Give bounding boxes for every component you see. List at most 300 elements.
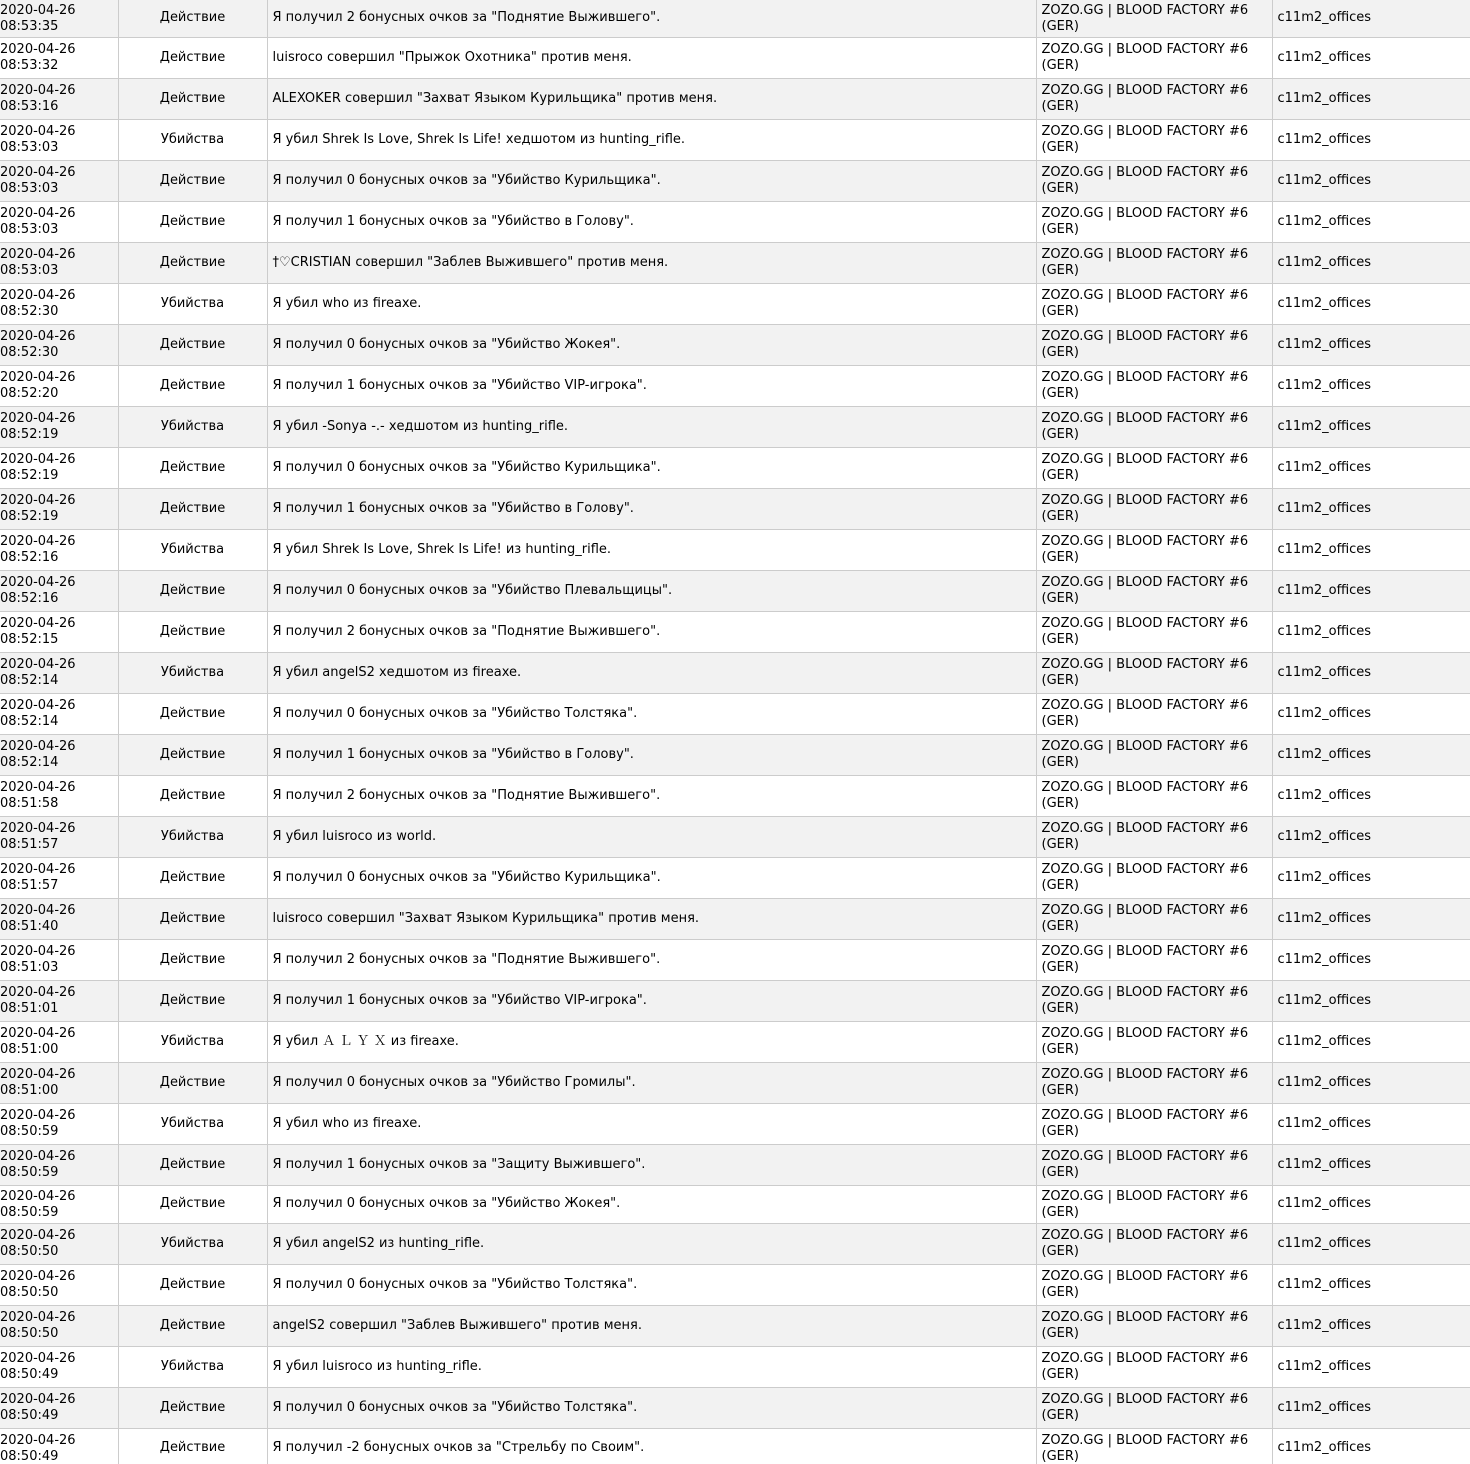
event-message-cell: Я получил 1 бонусных очков за "Убийство в Голову".: [267, 734, 1036, 775]
event-datetime-cell: [0, 1428, 118, 1464]
event-time: 08:50:50: [0, 1244, 59, 1259]
event-server-cell: [1036, 447, 1272, 488]
event-message-cell: Я убил angelS2 хедшотом из fireaxe.: [267, 652, 1036, 693]
table-row: [0, 406, 1470, 447]
event-server-cell: [1036, 734, 1272, 775]
event-type-cell: Действие: [118, 1305, 267, 1346]
event-time: 08:53:35: [0, 18, 59, 34]
event-message-cell: luisroco совершил "Захват Языком Курильщика" против меня.: [267, 898, 1036, 939]
event-date: 2020-04-26: [0, 2, 76, 18]
event-server-cell: [1036, 816, 1272, 857]
event-datetime-cell: [0, 1264, 118, 1305]
event-server-cell: [1036, 283, 1272, 324]
event-type-cell: Действие: [118, 324, 267, 365]
event-date: 2020-04-26: [0, 1108, 76, 1123]
event-message-cell: Я получил 0 бонусных очков за "Убийство Толстяка".: [267, 693, 1036, 734]
event-map-cell: c11m2_offices: [1272, 775, 1470, 816]
event-message-cell: Я получил 0 бонусных очков за "Убийство Курильщика".: [267, 160, 1036, 201]
event-server-cell: [1036, 1305, 1272, 1346]
event-type-cell: Убийства: [118, 283, 267, 324]
event-server-name: ZOZO.GG | BLOOD FACTORY #6 (GER): [1041, 985, 1249, 1016]
event-server-cell: [1036, 1062, 1272, 1103]
event-message-cell: Я получил 0 бонусных очков за "Убийство Курильщика".: [267, 857, 1036, 898]
event-server-name: ZOZO.GG | BLOOD FACTORY #6 (GER): [1041, 1310, 1249, 1341]
table-row: [0, 37, 1470, 78]
event-datetime-cell: [0, 775, 118, 816]
event-type-cell: Действие: [118, 0, 267, 37]
event-time: 08:50:59: [0, 1124, 59, 1139]
event-map-cell: c11m2_offices: [1272, 78, 1470, 119]
event-server-name: ZOZO.GG | BLOOD FACTORY #6 (GER): [1041, 329, 1249, 360]
event-date: 2020-04-26: [0, 493, 76, 508]
event-type-cell: Действие: [118, 37, 267, 78]
event-map-cell: c11m2_offices: [1272, 324, 1470, 365]
event-server-name: ZOZO.GG | BLOOD FACTORY #6 (GER): [1041, 1108, 1249, 1139]
event-server-cell: [1036, 1428, 1272, 1464]
event-time: 08:51:57: [0, 878, 59, 893]
event-type-cell: Убийства: [118, 1021, 267, 1062]
table-row: [0, 119, 1470, 160]
event-map-cell: c11m2_offices: [1272, 447, 1470, 488]
event-message-cell: ALEXOKER совершил "Захват Языком Курильщика" против меня.: [267, 78, 1036, 119]
event-time: 08:51:00: [0, 1042, 59, 1057]
event-time: 08:53:03: [0, 181, 59, 196]
event-time: 08:53:03: [0, 222, 59, 237]
event-datetime-cell: [0, 1021, 118, 1062]
event-type-cell: Убийства: [118, 529, 267, 570]
event-type-cell: Действие: [118, 693, 267, 734]
event-time: 08:53:03: [0, 140, 59, 155]
event-server-name: ZOZO.GG | BLOOD FACTORY #6 (GER): [1041, 1149, 1249, 1180]
event-date: 2020-04-26: [0, 780, 76, 795]
event-server-name: ZOZO.GG | BLOOD FACTORY #6 (GER): [1041, 411, 1249, 442]
event-datetime-cell: [0, 78, 118, 119]
event-map-cell: c11m2_offices: [1272, 201, 1470, 242]
event-time: 08:50:59: [0, 1204, 59, 1220]
event-date: 2020-04-26: [0, 370, 76, 385]
table-row: [0, 1144, 1470, 1185]
event-date: 2020-04-26: [0, 124, 76, 139]
event-map-cell: c11m2_offices: [1272, 1062, 1470, 1103]
event-datetime-cell: [0, 1387, 118, 1428]
table-row: [0, 160, 1470, 201]
event-message-cell: Я получил 1 бонусных очков за "Защиту Выжившего".: [267, 1144, 1036, 1185]
event-server-name: ZOZO.GG | BLOOD FACTORY #6 (GER): [1041, 944, 1249, 975]
table-row: [0, 201, 1470, 242]
table-row: [0, 1264, 1470, 1305]
event-date: 2020-04-26: [0, 1351, 76, 1366]
event-date: 2020-04-26: [0, 862, 76, 877]
table-row: [0, 693, 1470, 734]
event-type-cell: Действие: [118, 1428, 267, 1464]
event-server-name: ZOZO.GG | BLOOD FACTORY #6 (GER): [1041, 1351, 1249, 1382]
table-row: [0, 242, 1470, 283]
event-time: 08:52:30: [0, 304, 59, 319]
event-time: 08:51:58: [0, 796, 59, 811]
event-message-cell: Я убил luisroco из hunting_rifle.: [267, 1346, 1036, 1387]
event-server-name: ZOZO.GG | BLOOD FACTORY #6 (GER): [1041, 862, 1249, 893]
event-datetime-cell: [0, 652, 118, 693]
event-message-cell: Я получил 0 бонусных очков за "Убийство Толстяка".: [267, 1387, 1036, 1428]
table-row: [0, 1223, 1470, 1264]
event-message-cell: Я получил 0 бонусных очков за "Убийство Жокея".: [267, 324, 1036, 365]
event-type-cell: Убийства: [118, 1346, 267, 1387]
event-type-cell: Действие: [118, 570, 267, 611]
event-message-cell: Я получил 0 бонусных очков за "Убийство Плевальщицы".: [267, 570, 1036, 611]
event-message-cell: Я получил 1 бонусных очков за "Убийство VIP-игрока".: [267, 980, 1036, 1021]
event-time: 08:52:19: [0, 509, 59, 524]
event-server-name: ZOZO.GG | BLOOD FACTORY #6 (GER): [1041, 206, 1249, 237]
event-datetime-cell: [0, 283, 118, 324]
event-date: 2020-04-26: [0, 206, 76, 221]
table-row: [0, 488, 1470, 529]
event-map-cell: c11m2_offices: [1272, 529, 1470, 570]
event-server-name: ZOZO.GG | BLOOD FACTORY #6 (GER): [1041, 1432, 1249, 1464]
table-row: [0, 447, 1470, 488]
event-message-cell: Я убил luisroco из world.: [267, 816, 1036, 857]
event-type-cell: Убийства: [118, 1223, 267, 1264]
event-time: 08:52:16: [0, 591, 59, 606]
event-datetime-cell: [0, 119, 118, 160]
event-time: 08:50:49: [0, 1408, 59, 1423]
event-server-cell: [1036, 0, 1272, 37]
event-type-cell: Действие: [118, 898, 267, 939]
event-type-cell: Действие: [118, 857, 267, 898]
event-datetime-cell: [0, 939, 118, 980]
table-row: [0, 1387, 1470, 1428]
event-server-cell: [1036, 365, 1272, 406]
event-type-cell: Действие: [118, 1264, 267, 1305]
event-server-cell: [1036, 1185, 1272, 1223]
event-server-name: ZOZO.GG | BLOOD FACTORY #6 (GER): [1041, 1067, 1249, 1098]
event-server-cell: [1036, 1021, 1272, 1062]
event-map-cell: c11m2_offices: [1272, 652, 1470, 693]
event-server-name: ZOZO.GG | BLOOD FACTORY #6 (GER): [1041, 903, 1249, 934]
event-type-cell: Убийства: [118, 816, 267, 857]
event-message-cell: Я убил who из fireaxe.: [267, 283, 1036, 324]
event-datetime-cell: [0, 1103, 118, 1144]
event-message-cell: Я убил -Sonya -.- хедшотом из hunting_rifle.: [267, 406, 1036, 447]
event-message-cell: Я получил 1 бонусных очков за "Убийство в Голову".: [267, 488, 1036, 529]
event-server-cell: [1036, 529, 1272, 570]
event-map-cell: c11m2_offices: [1272, 980, 1470, 1021]
event-server-name: ZOZO.GG | BLOOD FACTORY #6 (GER): [1041, 534, 1249, 565]
event-datetime-cell: [0, 160, 118, 201]
table-row: [0, 570, 1470, 611]
event-map-cell: c11m2_offices: [1272, 488, 1470, 529]
event-datetime-cell: [0, 365, 118, 406]
event-map-cell: c11m2_offices: [1272, 1144, 1470, 1185]
event-map-cell: c11m2_offices: [1272, 1428, 1470, 1464]
event-date: 2020-04-26: [0, 1149, 76, 1164]
event-message-cell: Я получил 0 бонусных очков за "Убийство Громилы".: [267, 1062, 1036, 1103]
event-time: 08:52:14: [0, 673, 59, 688]
event-message-cell: Я получил 1 бонусных очков за "Убийство в Голову".: [267, 201, 1036, 242]
event-time: 08:51:01: [0, 1001, 59, 1016]
event-server-cell: [1036, 78, 1272, 119]
event-type-cell: Убийства: [118, 1103, 267, 1144]
event-message-cell: Я получил -2 бонусных очков за "Стрельбу по Своим".: [267, 1428, 1036, 1464]
event-date: 2020-04-26: [0, 821, 76, 836]
event-type-cell: Действие: [118, 1144, 267, 1185]
event-map-cell: c11m2_offices: [1272, 1305, 1470, 1346]
event-type-cell: Действие: [118, 980, 267, 1021]
event-server-name: ZOZO.GG | BLOOD FACTORY #6 (GER): [1041, 83, 1249, 114]
event-time: 08:50:49: [0, 1367, 59, 1382]
table-row: [0, 0, 1470, 37]
table-row: [0, 78, 1470, 119]
event-type-cell: Действие: [118, 242, 267, 283]
event-date: 2020-04-26: [0, 42, 76, 57]
event-date: 2020-04-26: [0, 1228, 76, 1243]
event-type-cell: Действие: [118, 1185, 267, 1223]
event-server-name: ZOZO.GG | BLOOD FACTORY #6 (GER): [1041, 739, 1249, 770]
event-server-name: ZOZO.GG | BLOOD FACTORY #6 (GER): [1041, 821, 1249, 852]
event-date: 2020-04-26: [0, 1392, 76, 1407]
event-server-cell: [1036, 488, 1272, 529]
event-datetime-cell: [0, 857, 118, 898]
event-map-cell: c11m2_offices: [1272, 242, 1470, 283]
event-message-cell: Я получил 2 бонусных очков за "Поднятие Выжившего".: [267, 775, 1036, 816]
table-row: [0, 1021, 1470, 1062]
event-type-cell: Действие: [118, 1062, 267, 1103]
event-time: 08:52:30: [0, 345, 59, 360]
event-type-cell: Действие: [118, 365, 267, 406]
event-datetime-cell: [0, 980, 118, 1021]
table-row: [0, 734, 1470, 775]
event-date: 2020-04-26: [0, 452, 76, 467]
event-type-cell: Действие: [118, 201, 267, 242]
event-datetime-cell: [0, 1062, 118, 1103]
event-message-cell: Я убил Shrek Is Love, Shrek Is Life! из hunting_rifle.: [267, 529, 1036, 570]
event-map-cell: c11m2_offices: [1272, 857, 1470, 898]
event-date: 2020-04-26: [0, 903, 76, 918]
event-date: 2020-04-26: [0, 247, 76, 262]
event-message-cell: Я убил Shrek Is Love, Shrek Is Life! хедшотом из hunting_rifle.: [267, 119, 1036, 160]
event-date: 2020-04-26: [0, 698, 76, 713]
event-datetime-cell: [0, 37, 118, 78]
event-map-cell: c11m2_offices: [1272, 1185, 1470, 1223]
event-date: 2020-04-26: [0, 534, 76, 549]
event-time: 08:50:59: [0, 1165, 59, 1180]
event-time: 08:52:19: [0, 468, 59, 483]
event-date: 2020-04-26: [0, 1026, 76, 1041]
table-row: [0, 365, 1470, 406]
event-server-name: ZOZO.GG | BLOOD FACTORY #6 (GER): [1041, 1026, 1249, 1057]
event-date: 2020-04-26: [0, 657, 76, 672]
event-server-cell: [1036, 570, 1272, 611]
event-time: 08:52:14: [0, 714, 59, 729]
event-time: 08:51:00: [0, 1083, 59, 1098]
event-map-cell: c11m2_offices: [1272, 365, 1470, 406]
event-time: 08:50:49: [0, 1448, 59, 1464]
event-time: 08:52:14: [0, 755, 59, 770]
event-server-name: ZOZO.GG | BLOOD FACTORY #6 (GER): [1041, 1228, 1249, 1259]
event-date: 2020-04-26: [0, 944, 76, 959]
event-map-cell: c11m2_offices: [1272, 570, 1470, 611]
event-server-cell: [1036, 1346, 1272, 1387]
event-datetime-cell: [0, 570, 118, 611]
event-time: 08:52:20: [0, 386, 59, 401]
event-message-cell: Я получил 2 бонусных очков за "Поднятие Выжившего".: [267, 939, 1036, 980]
event-server-cell: [1036, 201, 1272, 242]
event-date: 2020-04-26: [0, 1269, 76, 1284]
event-server-name: ZOZO.GG | BLOOD FACTORY #6 (GER): [1041, 124, 1249, 155]
event-message-cell: Я получил 2 бонусных очков за "Поднятие Выжившего".: [267, 611, 1036, 652]
table-row: [0, 529, 1470, 570]
event-map-cell: c11m2_offices: [1272, 37, 1470, 78]
event-map-cell: c11m2_offices: [1272, 119, 1470, 160]
event-time: 08:53:32: [0, 58, 59, 73]
event-server-name: ZOZO.GG | BLOOD FACTORY #6 (GER): [1041, 370, 1249, 401]
event-server-cell: [1036, 1264, 1272, 1305]
event-date: 2020-04-26: [0, 411, 76, 426]
event-map-cell: c11m2_offices: [1272, 160, 1470, 201]
event-message-cell: Я получил 1 бонусных очков за "Убийство VIP-игрока".: [267, 365, 1036, 406]
event-date: 2020-04-26: [0, 1067, 76, 1082]
event-server-cell: [1036, 1103, 1272, 1144]
event-server-name: ZOZO.GG | BLOOD FACTORY #6 (GER): [1041, 1269, 1249, 1300]
event-message-cell: Я получил 0 бонусных очков за "Убийство Курильщика".: [267, 447, 1036, 488]
event-map-cell: c11m2_offices: [1272, 283, 1470, 324]
event-map-cell: c11m2_offices: [1272, 1103, 1470, 1144]
table-row: [0, 1185, 1470, 1223]
event-type-cell: Убийства: [118, 119, 267, 160]
event-datetime-cell: [0, 1144, 118, 1185]
event-server-cell: [1036, 37, 1272, 78]
table-row: [0, 611, 1470, 652]
event-message-cell: Я получил 0 бонусных очков за "Убийство Толстяка".: [267, 1264, 1036, 1305]
event-date: 2020-04-26: [0, 1188, 76, 1204]
table-row: [0, 1428, 1470, 1464]
event-server-cell: [1036, 857, 1272, 898]
event-date: 2020-04-26: [0, 1310, 76, 1325]
event-server-cell: [1036, 939, 1272, 980]
event-server-cell: [1036, 119, 1272, 160]
table-row: [0, 980, 1470, 1021]
event-server-name: ZOZO.GG | BLOOD FACTORY #6 (GER): [1041, 165, 1249, 196]
event-type-cell: Действие: [118, 160, 267, 201]
event-message-cell: Я получил 0 бонусных очков за "Убийство Жокея".: [267, 1185, 1036, 1223]
event-time: 08:50:50: [0, 1285, 59, 1300]
event-date: 2020-04-26: [0, 985, 76, 1000]
event-time: 08:53:03: [0, 263, 59, 278]
event-datetime-cell: [0, 242, 118, 283]
event-date: 2020-04-26: [0, 575, 76, 590]
event-datetime-cell: [0, 529, 118, 570]
event-datetime-cell: [0, 611, 118, 652]
event-type-cell: Действие: [118, 447, 267, 488]
event-server-cell: [1036, 898, 1272, 939]
event-server-name: ZOZO.GG | BLOOD FACTORY #6 (GER): [1041, 698, 1249, 729]
event-time: 08:52:15: [0, 632, 59, 647]
event-server-name: ZOZO.GG | BLOOD FACTORY #6 (GER): [1041, 1188, 1249, 1220]
event-time: 08:51:40: [0, 919, 59, 934]
event-datetime-cell: [0, 816, 118, 857]
table-row: [0, 857, 1470, 898]
event-server-name: ZOZO.GG | BLOOD FACTORY #6 (GER): [1041, 2, 1249, 34]
event-server-cell: [1036, 242, 1272, 283]
event-server-cell: [1036, 1387, 1272, 1428]
event-datetime-cell: [0, 406, 118, 447]
event-datetime-cell: [0, 0, 118, 37]
event-message-cell: luisroco совершил "Прыжок Охотника" против меня.: [267, 37, 1036, 78]
table-row: [0, 1103, 1470, 1144]
event-message-cell: angelS2 совершил "Заблев Выжившего" против меня.: [267, 1305, 1036, 1346]
event-server-name: ZOZO.GG | BLOOD FACTORY #6 (GER): [1041, 288, 1249, 319]
event-type-cell: Действие: [118, 775, 267, 816]
event-map-cell: c11m2_offices: [1272, 1387, 1470, 1428]
event-date: 2020-04-26: [0, 83, 76, 98]
event-server-cell: [1036, 1223, 1272, 1264]
event-server-name: ZOZO.GG | BLOOD FACTORY #6 (GER): [1041, 1392, 1249, 1423]
event-datetime-cell: [0, 447, 118, 488]
event-time: 08:52:19: [0, 427, 59, 442]
event-server-cell: [1036, 775, 1272, 816]
event-server-name: ZOZO.GG | BLOOD FACTORY #6 (GER): [1041, 657, 1249, 688]
event-datetime-cell: [0, 1185, 118, 1223]
event-map-cell: c11m2_offices: [1272, 1223, 1470, 1264]
event-time: 08:50:50: [0, 1326, 59, 1341]
event-date: 2020-04-26: [0, 329, 76, 344]
event-server-cell: [1036, 693, 1272, 734]
event-server-name: ZOZO.GG | BLOOD FACTORY #6 (GER): [1041, 247, 1249, 278]
event-map-cell: c11m2_offices: [1272, 0, 1470, 37]
event-server-name: ZOZO.GG | BLOOD FACTORY #6 (GER): [1041, 493, 1249, 524]
table-row: [0, 1346, 1470, 1387]
event-server-name: ZOZO.GG | BLOOD FACTORY #6 (GER): [1041, 42, 1249, 73]
event-server-name: ZOZO.GG | BLOOD FACTORY #6 (GER): [1041, 452, 1249, 483]
event-map-cell: c11m2_offices: [1272, 1346, 1470, 1387]
event-type-cell: Действие: [118, 78, 267, 119]
event-datetime-cell: [0, 1346, 118, 1387]
event-datetime-cell: [0, 488, 118, 529]
event-datetime-cell: [0, 898, 118, 939]
event-server-cell: [1036, 980, 1272, 1021]
event-server-cell: [1036, 160, 1272, 201]
table-row: [0, 283, 1470, 324]
event-map-cell: c11m2_offices: [1272, 939, 1470, 980]
event-server-cell: [1036, 324, 1272, 365]
event-time: 08:53:16: [0, 99, 59, 114]
event-datetime-cell: [0, 324, 118, 365]
event-map-cell: c11m2_offices: [1272, 1264, 1470, 1305]
event-type-cell: Убийства: [118, 406, 267, 447]
table-row: [0, 1305, 1470, 1346]
event-server-cell: [1036, 406, 1272, 447]
event-map-cell: c11m2_offices: [1272, 816, 1470, 857]
event-datetime-cell: [0, 734, 118, 775]
event-datetime-cell: [0, 693, 118, 734]
event-message-cell: †♡CRISTIAN совершил "Заблев Выжившего" против меня.: [267, 242, 1036, 283]
event-map-cell: c11m2_offices: [1272, 898, 1470, 939]
table-row: [0, 898, 1470, 939]
table-row: [0, 652, 1470, 693]
event-map-cell: c11m2_offices: [1272, 406, 1470, 447]
event-datetime-cell: [0, 1223, 118, 1264]
event-message-cell: Я убил who из fireaxe.: [267, 1103, 1036, 1144]
event-type-cell: Действие: [118, 488, 267, 529]
event-type-cell: Действие: [118, 1387, 267, 1428]
table-row: [0, 939, 1470, 980]
event-server-name: ZOZO.GG | BLOOD FACTORY #6 (GER): [1041, 575, 1249, 606]
event-map-cell: c11m2_offices: [1272, 734, 1470, 775]
event-datetime-cell: [0, 1305, 118, 1346]
table-row: [0, 1062, 1470, 1103]
table-row: [0, 775, 1470, 816]
event-message-cell: Я убил Ａ Ｌ Ｙ Ｘ из fireaxe.: [267, 1021, 1036, 1062]
event-type-cell: Действие: [118, 734, 267, 775]
